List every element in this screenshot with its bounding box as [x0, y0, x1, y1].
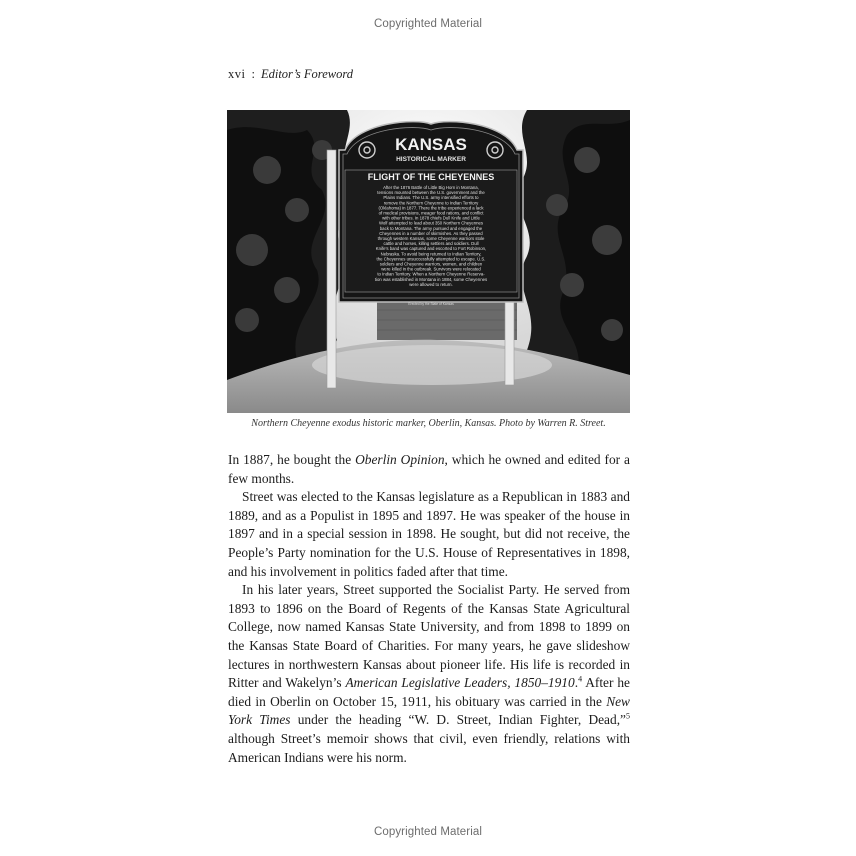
footnote-ref-5[interactable]: 5	[626, 711, 630, 721]
footnote-ref-4[interactable]: 4	[578, 674, 583, 684]
sign-line: tensions mounted between the U.S. government and the	[377, 190, 485, 196]
paragraph-2: Street was elected to the Kansas legislature as a Republican in 1883 and 1889, and as a Populist in 1895 and 1897. He was speaker of the house in 1897 and in a special session in 1898. He sought, but did not receive, the People’s Party nomination for the U.S. House of Representatives in 1898, and his involvement in politics faded after that time.	[228, 489, 630, 579]
running-head	[228, 67, 353, 82]
sign-line: were killed in the outbreak. Survivors were relocated	[381, 266, 481, 272]
paragraph-1: In 1887, he bought the Oberlin Opinion, which he owned and edited for a few months.	[228, 452, 630, 486]
newspaper-title-nyt: New York Times	[228, 693, 630, 728]
sign-line: After the 1876 Battle of Little Big Horn in Montana,	[383, 185, 479, 190]
sign-title: FLIGHT OF THE CHEYENNES	[367, 172, 495, 182]
sign-line: remove the Northern Cheyenne to Indian Territory	[383, 200, 479, 206]
sign-line: cattle and horses, killing settlers and soldiers. Dull	[383, 241, 479, 247]
sign-line: tion was established in Montana in 1884, some Cheyennes	[374, 276, 488, 282]
sign-subtitle: HISTORICAL MARKER	[396, 156, 466, 163]
sign-body-text	[375, 185, 487, 287]
copyright-watermark-bottom: Copyrighted Material	[373, 826, 483, 838]
sign-line: back to Montana. The army pursued and engaged the	[379, 225, 483, 231]
sign-line: to Indian Territory. When a Northern Cheyenne Reserva-	[377, 271, 485, 277]
running-head-separator: :	[251, 67, 255, 81]
sign-line: Plains Indians. The U.S. army intensified efforts to	[383, 195, 479, 201]
body-text	[228, 451, 630, 767]
running-head-title: Editor’s Foreword	[260, 67, 353, 81]
sign-line: Cheyennes in a number of skirmishes. As they passed	[379, 230, 483, 236]
photo-caption: Northern Cheyenne exodus historic marker, Oberlin, Kansas. Photo by Warren R. Street.	[251, 418, 606, 429]
sign-line: with other tribes. In 1878 chiefs Dull Knife and Little	[382, 215, 480, 221]
sign-line: Nebraska. To avoid being returned to Indian Territory,	[380, 251, 482, 257]
copyright-watermark-top: Copyrighted Material	[373, 18, 483, 30]
book-title: American Legislative Leaders, 1850–1910	[345, 675, 575, 691]
sign-line: of medical provisions, meager food rations, and conflict	[378, 210, 484, 216]
paragraph-3: In his later years, Street supported the Socialist Party. He served from 1893 to 1896 on the Board of Regents of the Kansas State Agricultural College, now named Kansas State University, and from 1898 to 1899 on the Kansas State Board of Charities. For many years, he gave slideshow lectures in northwestern Kansas about pioneer life. His life is recorded in Ritter and Wakelyn’s American Legislative Leaders, 1850–1910.$^4$ After he died in Oberlin on October 15, 1911, his obituary was carried in the New York Times under the heading “W. D. Street, Indian Fighter, Dead,”$^5$ although Street’s memoir shows that civil, even friendly, relations with American Indians were his norm.	[228, 582, 630, 765]
sign-line: (Oklahoma) in 1877. There the tribe experienced a lack	[378, 205, 484, 211]
newspaper-title: Oberlin Opinion	[355, 452, 445, 467]
sign-line: Knife’s band was captured and escorted to Fort Robinson,	[375, 246, 487, 252]
sign-state-name: KANSAS	[395, 135, 467, 154]
sign-line: the Cheyennes unsuccessfully attempted to escape. U.S.	[376, 256, 486, 262]
sign-line: soldiers and Cheyenne warriors, women, and children	[379, 261, 483, 267]
sign-line: through western Kansas, some Cheyenne warriors stole	[377, 236, 485, 241]
sign-line: Wolf attempted to lead about 350 Northern Cheyennes	[378, 220, 484, 226]
historic-marker-photo	[227, 110, 630, 413]
sign-footer: Erected by the State of Kansas	[408, 302, 454, 306]
sign-line: were allowed to return.	[409, 281, 453, 287]
page-number: xvi	[228, 67, 246, 81]
